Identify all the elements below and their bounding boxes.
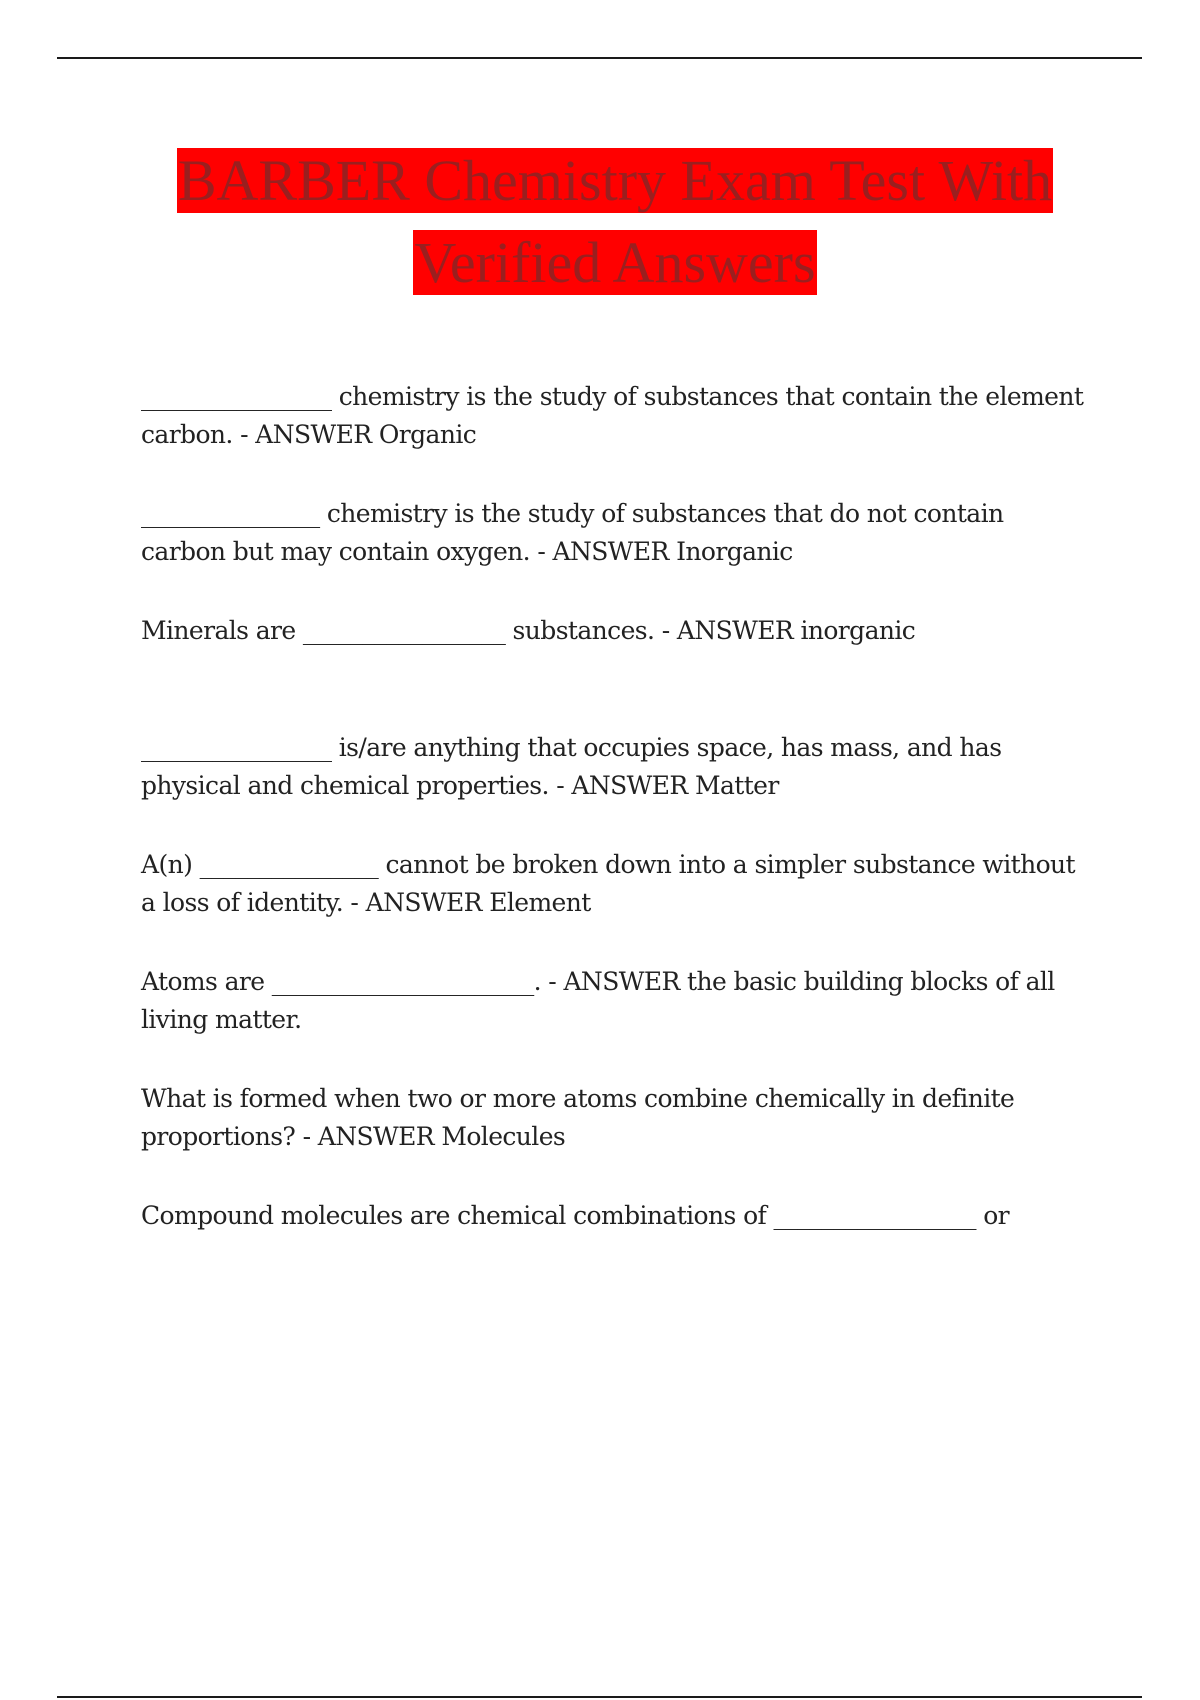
question-item-4: ________________ is/are anything that occupies space, has mass, and has physical and chemical properties. - ANSWER Matter <box>141 733 1002 800</box>
question-list <box>141 378 1086 1235</box>
question-item-5: A(n) _______________ cannot be broken down into a simpler substance without a loss of identity. - ANSWER Element <box>141 850 1075 917</box>
question-item-8: Compound molecules are chemical combinations of _________________ or <box>141 1201 1009 1230</box>
question-item-2: _______________ chemistry is the study of substances that do not contain carbon but may contain oxygen. - ANSWER Inorganic <box>141 499 1004 566</box>
question-item-6: Atoms are ______________________. - ANSWER the basic building blocks of all living matter. <box>141 967 1055 1034</box>
title-line-1: BARBER Chemistry Exam Test With <box>177 148 1053 213</box>
top-rule <box>57 57 1142 59</box>
question-item-7: What is formed when two or more atoms combine chemically in definite proportions? - ANSWER Molecules <box>141 1084 1015 1151</box>
title-line-2: Verified Answers <box>414 230 816 295</box>
bottom-rule <box>57 1696 1142 1698</box>
question-item-3: Minerals are _________________ substances. - ANSWER inorganic <box>141 616 916 645</box>
question-item-1: ________________ chemistry is the study of substances that contain the element carbon. - ANSWER Organic <box>141 382 1084 449</box>
document-title <box>140 140 1090 304</box>
